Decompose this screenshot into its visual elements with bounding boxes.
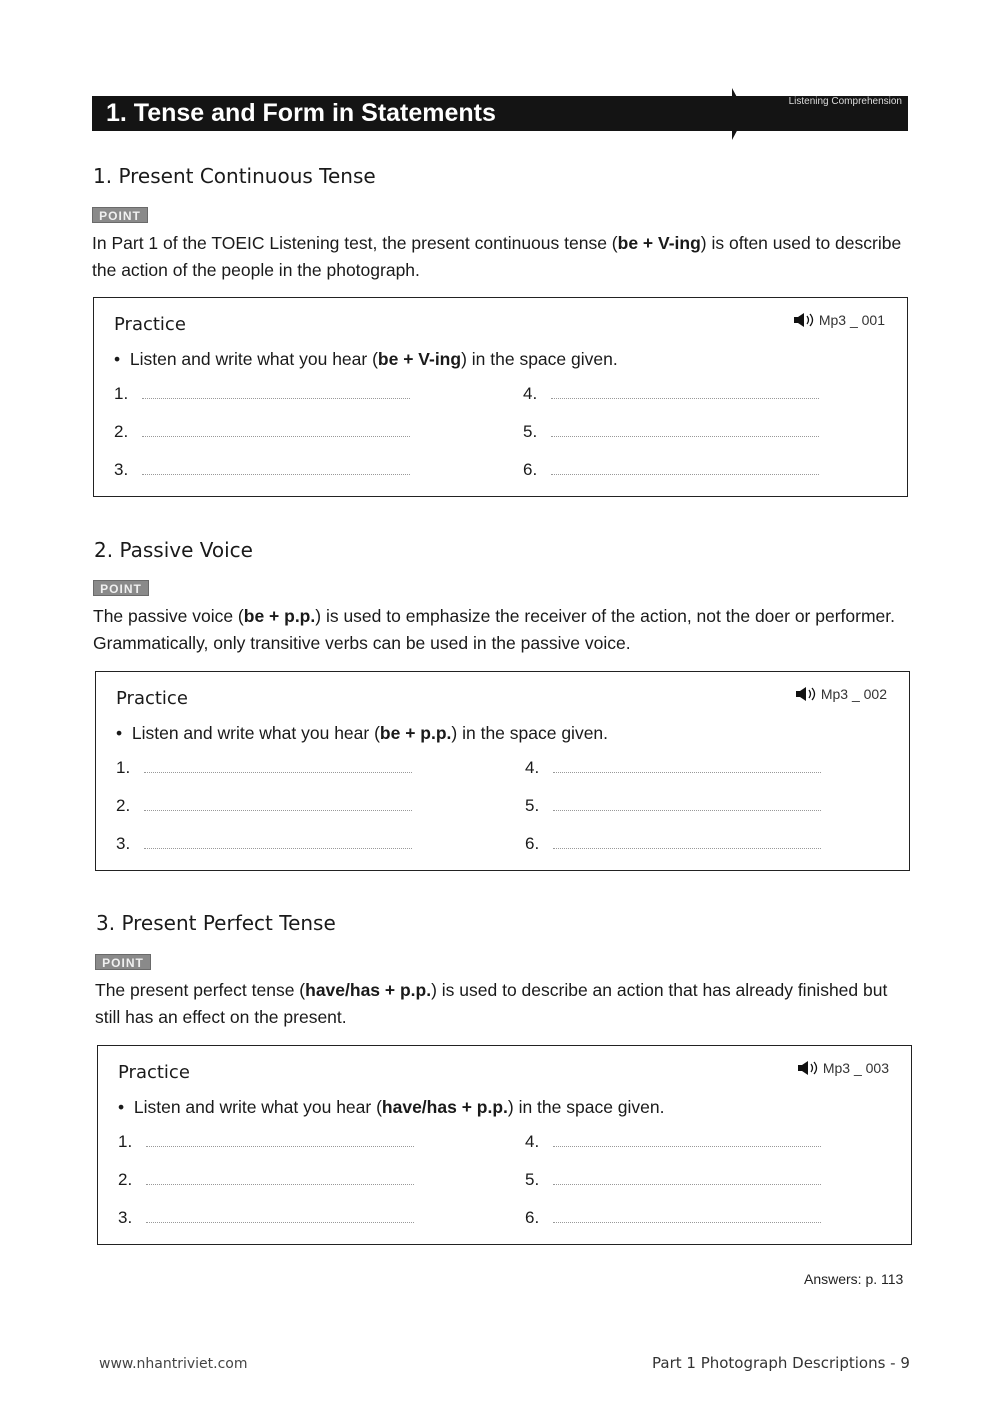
point-badge: POINT	[92, 207, 148, 223]
answer-item-4[interactable]: 4.	[523, 384, 819, 404]
answer-item-5[interactable]: 5.	[523, 422, 819, 442]
answer-item-2[interactable]: 2.	[114, 422, 410, 442]
answers-reference: Answers: p. 113	[804, 1271, 904, 1287]
answer-item-2[interactable]: 2.	[116, 796, 412, 816]
answer-item-3[interactable]: 3.	[114, 460, 410, 480]
answer-blank[interactable]	[553, 1183, 821, 1185]
answer-item-3[interactable]: 3.	[116, 834, 412, 854]
practice-label: Practice	[116, 688, 188, 709]
answer-item-4[interactable]: 4.	[525, 758, 821, 778]
answer-blank[interactable]	[142, 473, 410, 475]
answer-blank[interactable]	[144, 809, 412, 811]
point-text: The present perfect tense (have/has + p.p.) is used to describe an action that has already finished but still has an effect on the present.	[95, 980, 888, 1027]
point-badge: POINT	[93, 580, 149, 596]
footer-website: www.nhantriviet.com	[99, 1356, 248, 1372]
practice-box-2	[95, 671, 910, 871]
answer-item-1[interactable]: 1.	[116, 758, 412, 778]
audio-track[interactable]: Mp3 _ 003	[797, 1060, 889, 1076]
answer-blank[interactable]	[551, 397, 819, 399]
answer-item-6[interactable]: 6.	[525, 1208, 821, 1228]
point-badge: POINT	[95, 954, 151, 970]
audio-track[interactable]: Mp3 _ 002	[795, 686, 887, 702]
section-title-passive-voice: 2. Passive Voice	[94, 538, 253, 562]
answer-item-6[interactable]: 6.	[525, 834, 821, 854]
answer-blank[interactable]	[146, 1145, 414, 1147]
answer-blank[interactable]	[146, 1221, 414, 1223]
answer-item-1[interactable]: 1.	[114, 384, 410, 404]
answer-blank[interactable]	[553, 809, 821, 811]
answer-item-6[interactable]: 6.	[523, 460, 819, 480]
practice-box-1	[93, 297, 908, 497]
practice-box-3	[97, 1045, 912, 1245]
answer-blank[interactable]	[551, 473, 819, 475]
speaker-icon	[797, 1060, 819, 1076]
answer-item-4[interactable]: 4.	[525, 1132, 821, 1152]
speaker-icon	[793, 312, 815, 328]
answer-item-3[interactable]: 3.	[118, 1208, 414, 1228]
chapter-header	[92, 96, 908, 131]
answer-item-2[interactable]: 2.	[118, 1170, 414, 1190]
practice-label: Practice	[118, 1062, 190, 1083]
point-text: The passive voice (be + p.p.) is used to emphasize the receiver of the action, not the doer or performer. Grammatically, only transitive verbs can be used in the passive voice.	[93, 606, 895, 653]
answer-item-5[interactable]: 5.	[525, 796, 821, 816]
practice-label: Practice	[114, 314, 186, 335]
arrow-icon	[732, 88, 746, 140]
answer-blank[interactable]	[142, 435, 410, 437]
answer-blank[interactable]	[142, 397, 410, 399]
instruction: • Listen and write what you hear (be + V-ing) in the space given.	[114, 349, 618, 369]
answer-blank[interactable]	[551, 435, 819, 437]
point-text: In Part 1 of the TOEIC Listening test, the present continuous tense (be + V-ing) is often used to describe the action of the people in the photograph.	[92, 233, 902, 280]
answer-blank[interactable]	[553, 1221, 821, 1223]
speaker-icon	[795, 686, 817, 702]
answer-blank[interactable]	[553, 847, 821, 849]
audio-track[interactable]: Mp3 _ 001	[793, 312, 885, 328]
answer-blank[interactable]	[144, 771, 412, 773]
chapter-title: 1. Tense and Form in Statements	[106, 99, 496, 127]
answer-item-1[interactable]: 1.	[118, 1132, 414, 1152]
answer-item-5[interactable]: 5.	[525, 1170, 821, 1190]
section-tag: Listening Comprehension	[788, 96, 902, 107]
footer-page-label: Part 1 Photograph Descriptions - 9	[652, 1354, 910, 1372]
answer-blank[interactable]	[146, 1183, 414, 1185]
instruction: • Listen and write what you hear (be + p.p.) in the space given.	[116, 723, 609, 743]
answer-blank[interactable]	[144, 847, 412, 849]
section-title-present-continuous: 1. Present Continuous Tense	[93, 164, 376, 188]
section-title-present-perfect: 3. Present Perfect Tense	[96, 911, 336, 935]
answer-blank[interactable]	[553, 1145, 821, 1147]
answer-blank[interactable]	[553, 771, 821, 773]
instruction: • Listen and write what you hear (have/has + p.p.) in the space given.	[118, 1097, 665, 1117]
